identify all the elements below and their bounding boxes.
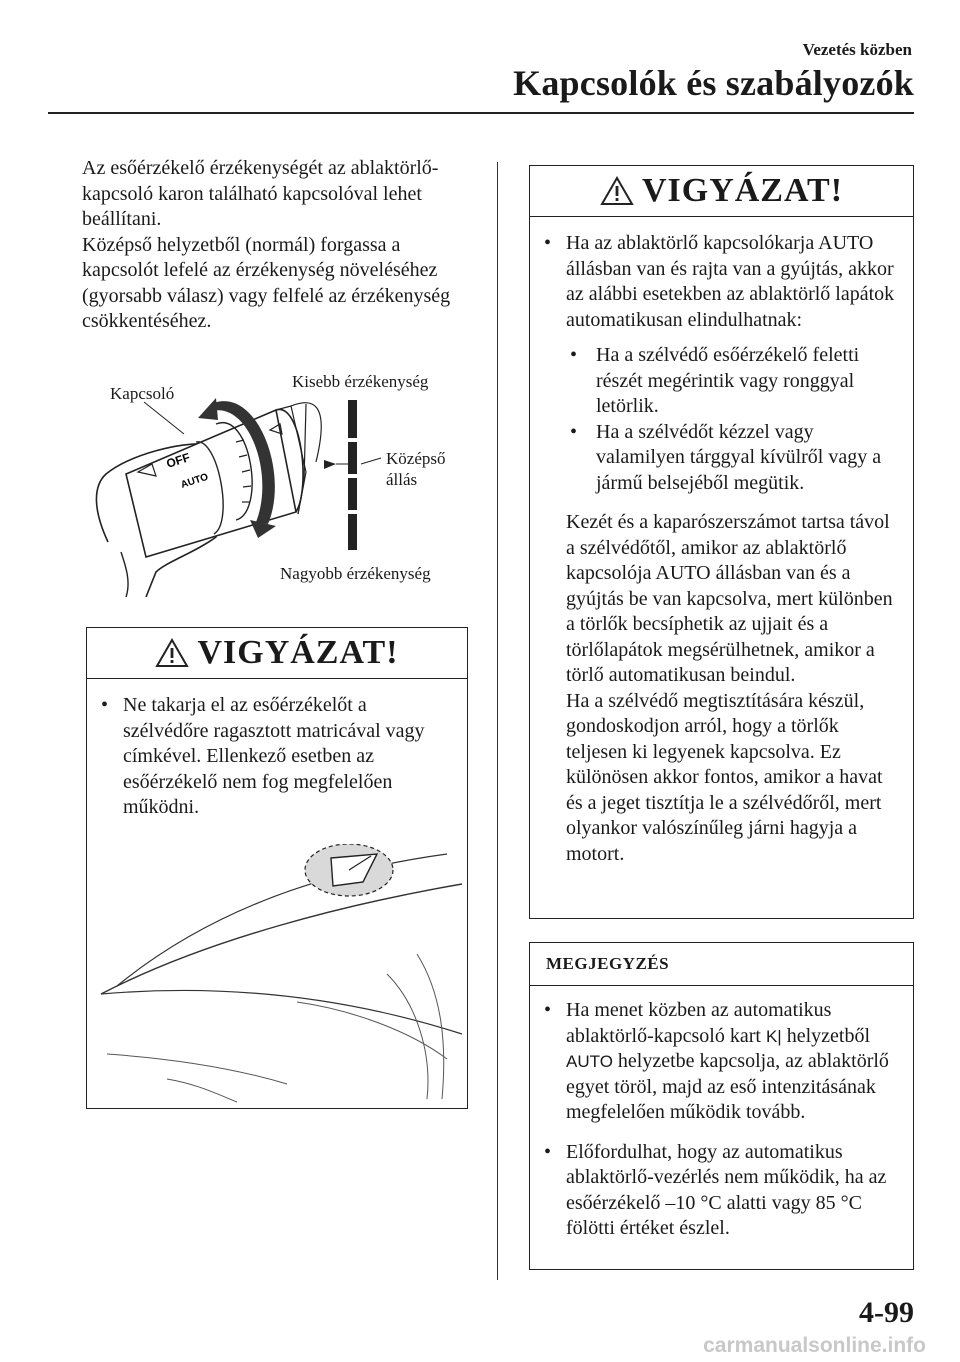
warning-2-sub-1 bbox=[530, 343, 901, 420]
warning-triangle-icon bbox=[600, 176, 634, 206]
label-middle-position-2: állás bbox=[386, 470, 418, 489]
warning-2-bullet-text: Ha az ablaktörlő kapcsolókarja AUTO állásban van és rajta van a gyújtás, akkor az alábbi esetekben az ablaktörlő lapátok automatikusan elindulhatnak: bbox=[566, 232, 895, 331]
note-bullet-2 bbox=[530, 1140, 901, 1242]
warning-box-1 bbox=[86, 627, 468, 1109]
auto-position-label: AUTO bbox=[566, 1052, 613, 1071]
label-switch: Kapcsoló bbox=[110, 384, 175, 403]
page-title: Kapcsolók és szabályozók bbox=[513, 63, 914, 103]
note-header bbox=[530, 943, 913, 986]
watermark: carmanualsonline.info bbox=[703, 1334, 926, 1357]
note-box bbox=[529, 942, 914, 1270]
column-divider bbox=[497, 162, 498, 1280]
note-title: MEGJEGYZÉS bbox=[546, 954, 670, 973]
note-bullet-1-text-a: Ha menet közben az automatikus ablaktörlő-kapcsoló kart bbox=[566, 999, 832, 1047]
warning-2-sub-2-text: Ha a szélvédőt kézzel vagy valamilyen tárggyal kívülről vagy a jármű belsejéből megütik. bbox=[596, 420, 882, 494]
label-middle-position-1: Középső bbox=[386, 449, 446, 468]
page-number: 4-99 bbox=[859, 1296, 914, 1329]
warning-2-bullet bbox=[530, 231, 901, 333]
sub-bullet-icon: • bbox=[570, 344, 578, 366]
label-lower-sensitivity: Kisebb érzékenység bbox=[292, 372, 429, 391]
warning-2-paragraph-2: Ha a szélvédő megtisztítására készül, gondoskodjon arról, hogy a törlők teljesen ki legyenek kapcsolva. Ez különösen akkor fontos, amikor a havat és a jeget tisztítja le a szélvédőről, mert olyankor valószínűleg járni hagyja a motort. bbox=[566, 689, 883, 865]
label-higher-sensitivity: Nagyobb érzékenység bbox=[280, 564, 431, 583]
warning-header-1 bbox=[87, 628, 467, 679]
warning-body-1 bbox=[87, 679, 467, 821]
windshield-sensor-illustration bbox=[87, 844, 467, 1104]
warning-title-2: VIGYÁZAT! bbox=[641, 172, 844, 209]
warning-body-2 bbox=[530, 217, 913, 867]
wiper-mist-icon: K| bbox=[765, 1026, 782, 1046]
warning-box-2 bbox=[529, 165, 914, 919]
intro-paragraph-1: Az esőérzékelő érzékenységét az ablaktörlő-kapcsoló karon található kapcsolóval lehet beállítani. bbox=[82, 157, 439, 230]
warning-1-bullet bbox=[87, 693, 453, 821]
note-bullet-1 bbox=[530, 998, 901, 1126]
warning-header-2 bbox=[530, 166, 913, 217]
header-section: Vezetés közben bbox=[802, 40, 912, 59]
header-rule bbox=[48, 112, 914, 114]
bullet-icon: • bbox=[101, 694, 109, 716]
warning-2-sub-2 bbox=[530, 420, 901, 497]
note-bullet-1-text-c: helyzetbe kapcsolja, az ablaktörlő egyet töröl, majd az eső intenzitásának megfelelően működik tovább. bbox=[566, 1050, 889, 1123]
warning-1-bullet-text: Ne takarja el az esőérzékelőt a szélvédőre ragasztott matricával vagy címkével. Ellenkező esetben az esőérzékelő nem fog megfelelően működni. bbox=[123, 694, 425, 818]
bullet-icon: • bbox=[544, 999, 552, 1021]
warning-triangle-icon bbox=[155, 638, 189, 668]
intro-text bbox=[82, 156, 482, 335]
warning-2-sub-1-text: Ha a szélvédő esőérzékelő feletti részét megérintik vagy ronggyal letörlik. bbox=[596, 344, 860, 417]
bullet-icon: • bbox=[544, 232, 552, 254]
lever-auto-text: AUTO bbox=[179, 471, 210, 491]
note-body bbox=[530, 986, 913, 1242]
intro-paragraph-2: Középső helyzetből (normál) forgassa a kapcsolót lefelé az érzékenység növeléséhez (gyorsabb válasz) vagy felfelé az érzékenység csökkentéséhez. bbox=[82, 233, 451, 332]
note-bullet-1-text-b: helyzetből bbox=[786, 1024, 871, 1047]
warning-2-paragraph-1: Kezét és a kaparószerszámot tartsa távol a szélvédőtől, amikor az ablaktörlő kapcsolója AUTO állásban van és a gyújtás be van kapcsolva, mert különben a törlők becsíphetik az ujjait és a törlőlapátok megsérülhetnek, amikor a törlő automatikusan beindul. bbox=[566, 511, 893, 686]
sub-bullet-icon: • bbox=[570, 420, 578, 443]
lever-off-text: OFF bbox=[164, 450, 192, 471]
wiper-lever-figure bbox=[86, 362, 476, 597]
warning-title-1: VIGYÁZAT! bbox=[197, 634, 399, 671]
bullet-icon: • bbox=[544, 1140, 552, 1163]
note-bullet-2-text: Előfordulhat, hogy az automatikus ablaktörlő-vezérlés nem működik, ha az esőérzékelő –10 °C alatti vagy 85 °C fölötti értéket észlel. bbox=[566, 1140, 887, 1239]
